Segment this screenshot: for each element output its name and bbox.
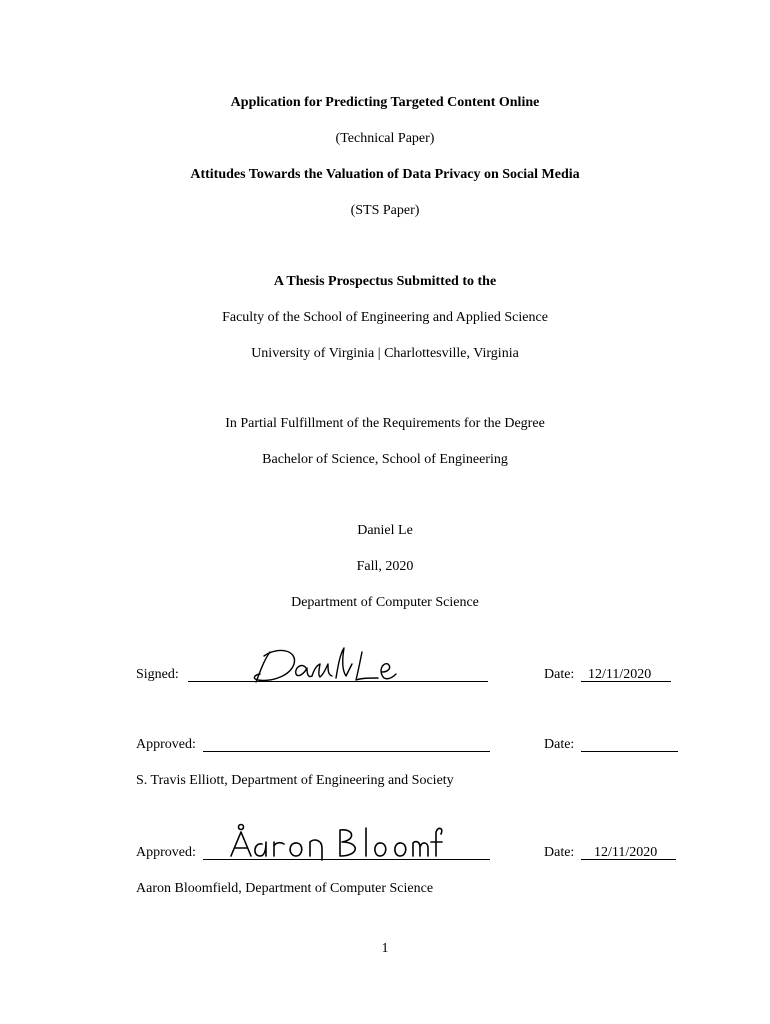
prospectus-heading: A Thesis Prospectus Submitted to the bbox=[273, 274, 497, 289]
university-line: University of Virginia | Charlottesville, Virginia bbox=[251, 346, 519, 361]
approval-2-approver: Aaron Bloomfield, Department of Computer Science bbox=[136, 881, 434, 896]
author-signature bbox=[250, 642, 400, 686]
approval-1-label: Approved: bbox=[136, 737, 196, 752]
approver-signature bbox=[228, 822, 444, 862]
approval-1-signature-line bbox=[203, 751, 490, 752]
author-name: Daniel Le bbox=[357, 523, 413, 538]
department: Department of Computer Science bbox=[291, 595, 479, 610]
technical-paper-title: Application for Predicting Targeted Content Online bbox=[230, 95, 540, 110]
approval-1-date-line bbox=[581, 751, 678, 752]
term: Fall, 2020 bbox=[356, 559, 414, 574]
sts-paper-title: Attitudes Towards the Valuation of Data Privacy on Social Media bbox=[190, 167, 580, 182]
technical-paper-label: (Technical Paper) bbox=[335, 131, 435, 146]
degree-line: Bachelor of Science, School of Engineering bbox=[262, 452, 508, 467]
signed-date-value: 12/11/2020 bbox=[588, 667, 652, 682]
signed-label: Signed: bbox=[136, 667, 179, 682]
sts-paper-label: (STS Paper) bbox=[350, 203, 420, 218]
faculty-line: Faculty of the School of Engineering and Applied Science bbox=[222, 310, 548, 325]
approval-2-label: Approved: bbox=[136, 845, 196, 860]
approval-1-date-label: Date: bbox=[544, 737, 575, 752]
page-number: 1 bbox=[381, 941, 389, 956]
fulfillment-line: In Partial Fulfillment of the Requirements for the Degree bbox=[225, 416, 545, 431]
approval-2-date-label: Date: bbox=[544, 845, 575, 860]
signed-date-label: Date: bbox=[544, 667, 575, 682]
approval-1-approver: S. Travis Elliott, Department of Engineering and Society bbox=[136, 773, 454, 788]
approval-2-date-value: 12/11/2020 bbox=[594, 845, 658, 860]
